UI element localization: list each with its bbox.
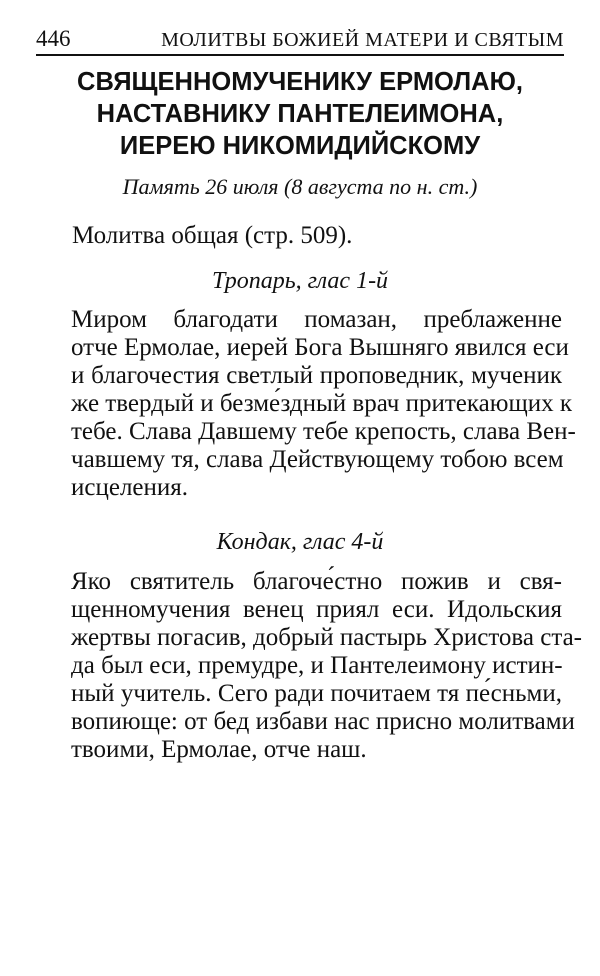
text-line: исцеления. <box>71 474 189 501</box>
troparion-text <box>71 306 576 502</box>
text-line: Миром благодати помазан, преблаженне <box>71 306 562 333</box>
text-line: твоими, Ермолае, отче наш. <box>71 736 367 763</box>
page-number: 446 <box>36 26 71 51</box>
title-line: СВЯЩЕННОМУЧЕНИКУ ЕРМОЛАЮ, <box>77 68 523 96</box>
troparion-heading: Тропарь, глас 1-й <box>211 268 389 294</box>
title-line: НАСТАВНИКУ ПАНТЕЛЕИМОНА, <box>96 100 504 128</box>
text-line: вопиюще: от бед избави нас присно молитвами <box>71 708 575 735</box>
text-line: отче Ермолае, иерей Бога Вышняго явился еси <box>71 334 569 361</box>
kontakion-text <box>71 568 582 764</box>
general-prayer-reference: Молитва общая (стр. 509). <box>72 222 353 249</box>
text-line: и благочестия светлый проповедник, мученик <box>71 362 562 389</box>
running-title: МОЛИТВЫ БОЖИЕЙ МАТЕРИ И СВЯТЫМ <box>161 29 564 51</box>
memory-date: Память 26 июля (8 августа по н. ст.) <box>122 174 478 199</box>
text-line: чавшему тя, слава Действующему тобою всем <box>71 446 564 473</box>
text-line: же твердый и безме́здный врач притекающих к <box>71 390 572 417</box>
text-line: ный учитель. Сего ради почитаем тя пе́сньми, <box>71 680 562 707</box>
text-line: Яко святитель благоче́стно пожив и свя- <box>71 568 562 595</box>
kontakion-heading: Кондак, глас 4-й <box>216 529 384 555</box>
page-header <box>36 18 564 56</box>
prayer-title <box>30 66 570 162</box>
text-line: жертвы погасив, добрый пастырь Христова ста- <box>71 624 582 651</box>
text-line: да был еси, премудре, и Пантелеимону истин- <box>71 652 563 679</box>
text-line: щенномучения венец приял еси. Идольския <box>71 596 562 623</box>
text-line: тебе. Слава Давшему тебе крепость, слава Вен- <box>71 418 576 445</box>
title-line: ИЕРЕЮ НИКОМИДИЙСКОМУ <box>119 132 481 160</box>
